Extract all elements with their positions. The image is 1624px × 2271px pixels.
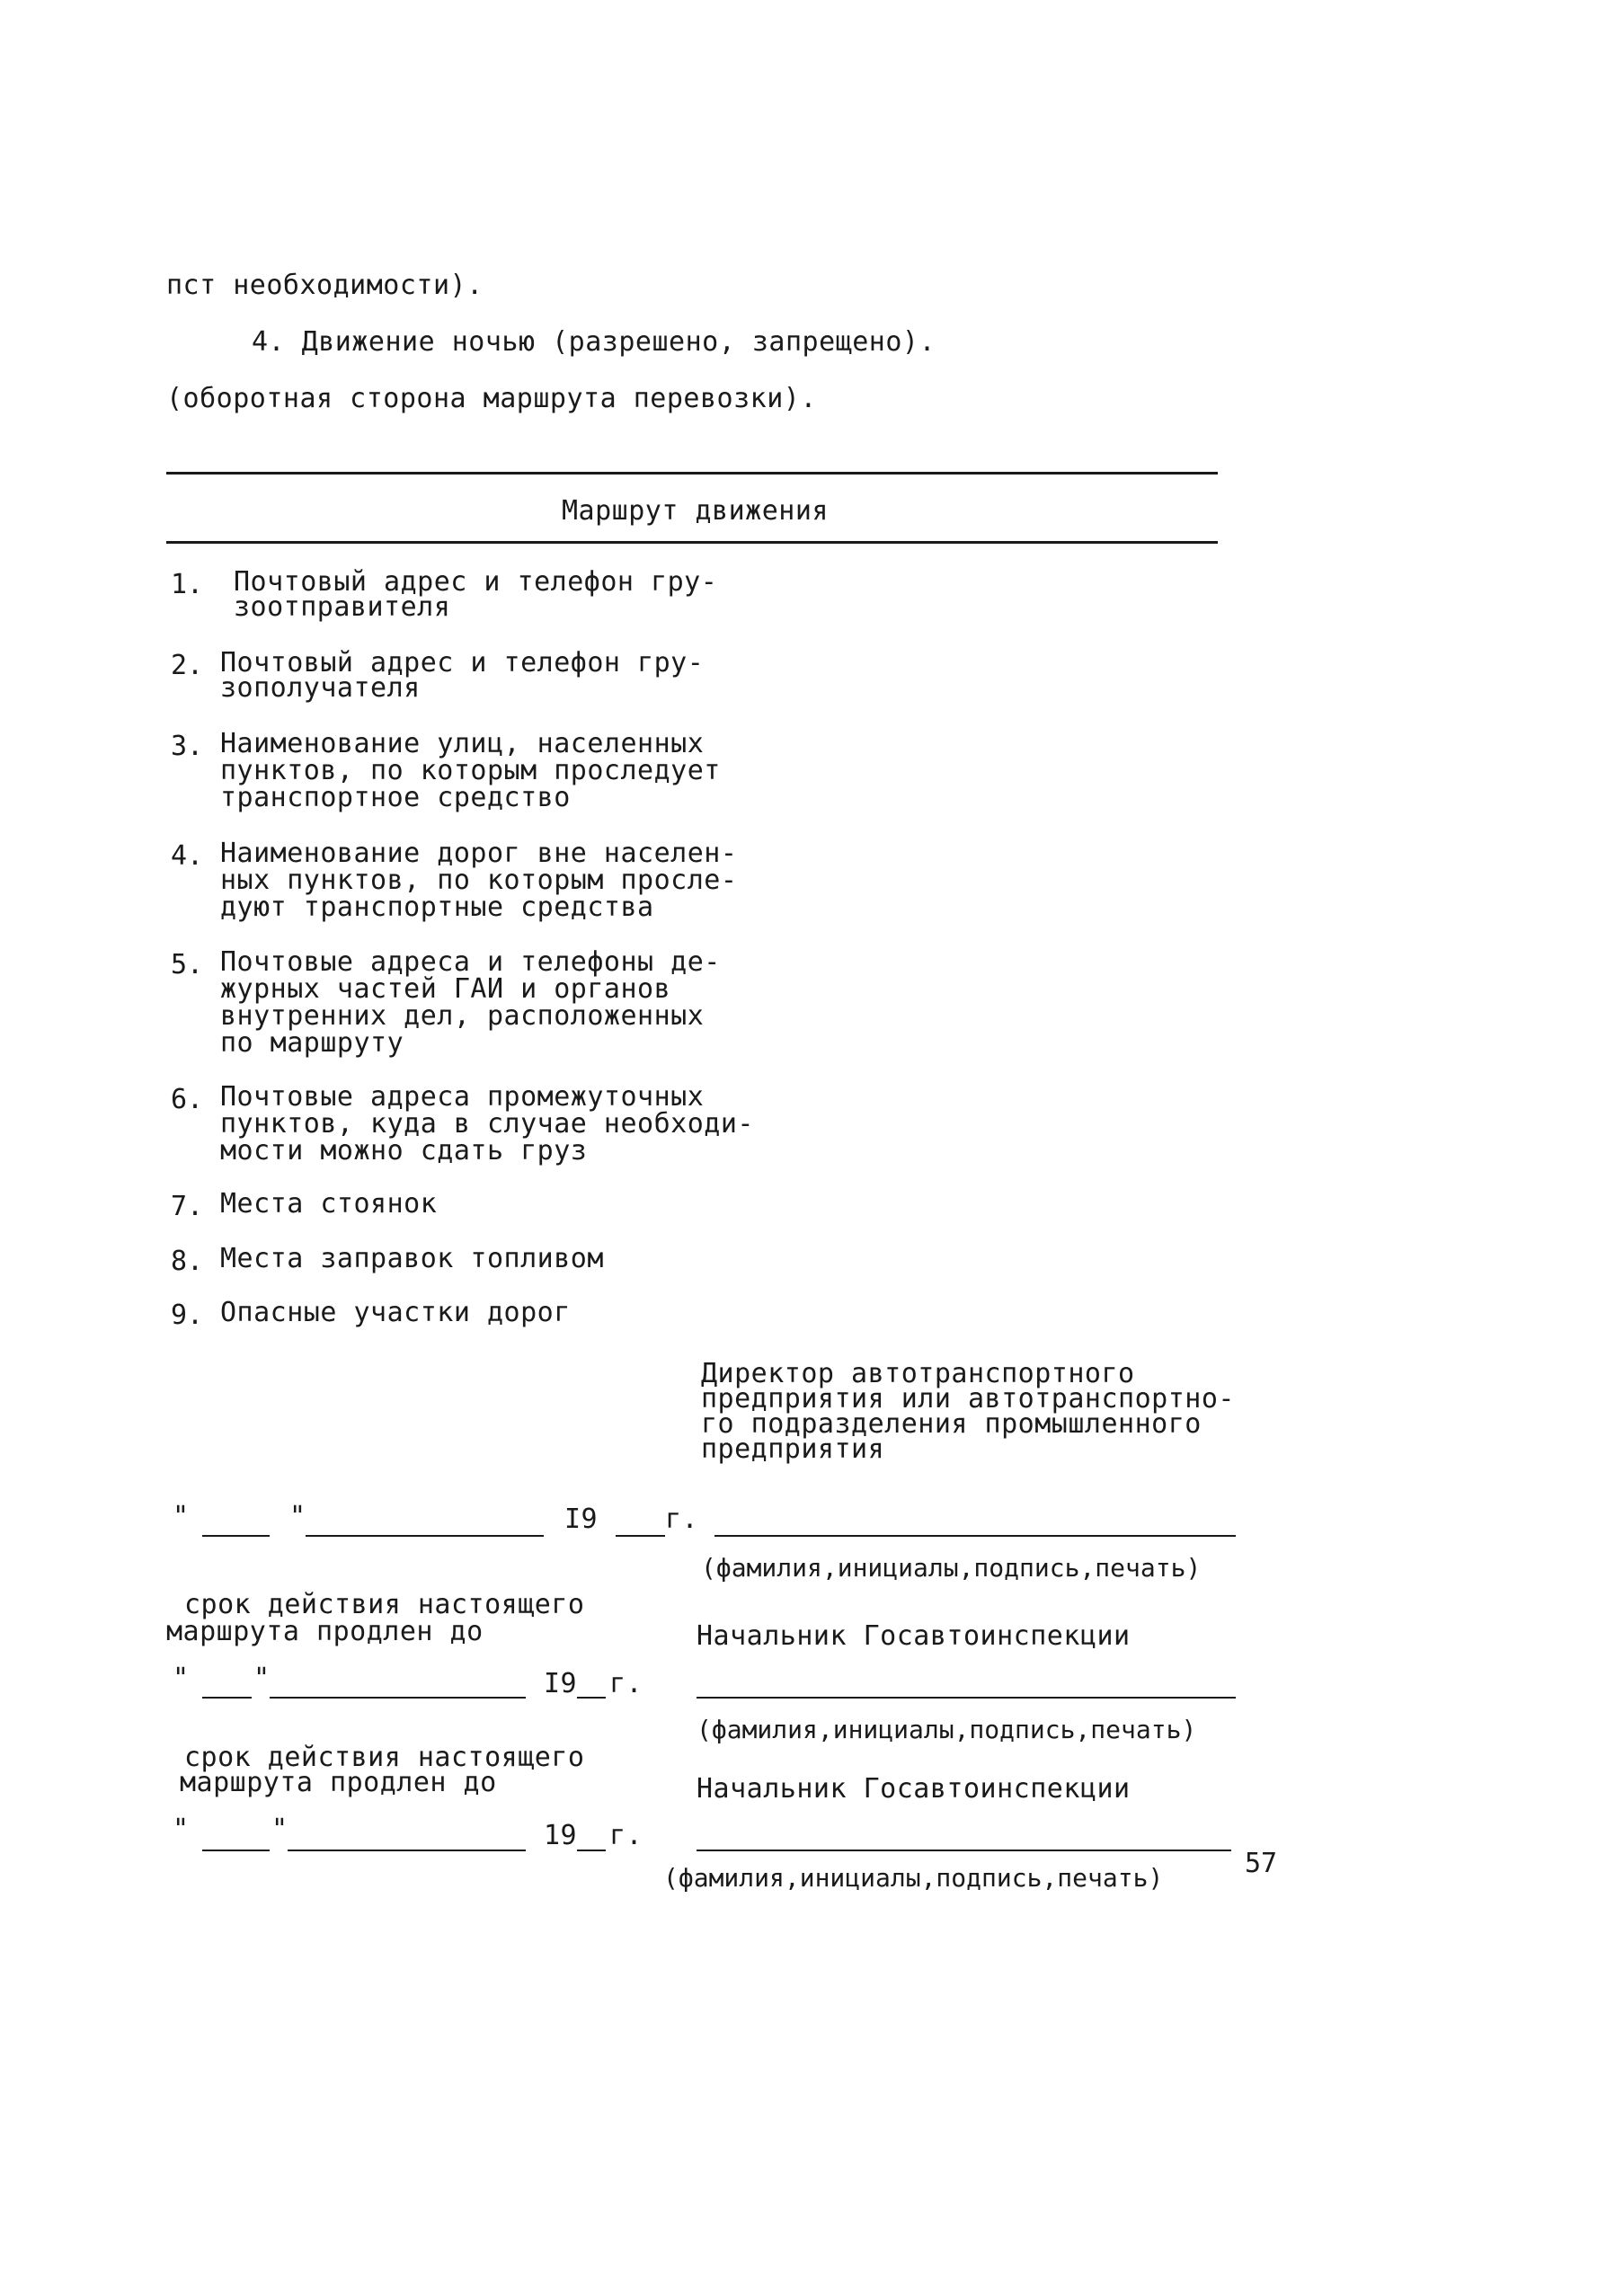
list-item-line: пунктов, по которым проследует xyxy=(220,755,721,786)
signature-blank xyxy=(697,1697,1236,1699)
table-header: Маршрут движения xyxy=(562,495,829,527)
list-item-number: 2. xyxy=(171,650,204,681)
director-title-line: Директор автотранспортного xyxy=(701,1358,1135,1389)
list-item-line: Наименование улиц, населенных xyxy=(220,728,705,759)
list-item-line: Места заправок топливом xyxy=(220,1243,604,1274)
list-item-line: Опасные участки дорог xyxy=(220,1297,571,1328)
list-item-number: 9. xyxy=(171,1300,204,1331)
day-blank xyxy=(202,1535,270,1537)
page-number: 57 xyxy=(1245,1848,1278,1879)
date-quote-close: " xyxy=(289,1501,306,1532)
day-blank xyxy=(202,1850,270,1851)
list-item-line: Места стоянок xyxy=(220,1188,438,1220)
table-top-rule xyxy=(166,472,1218,475)
intro-line-2: 4. Движение ночью (разрешено, запрещено). xyxy=(252,326,936,358)
year-prefix: 19 xyxy=(544,1820,578,1851)
date-quote-open: " xyxy=(173,1814,190,1845)
signature-blank xyxy=(714,1535,1236,1537)
year-suffix: г. xyxy=(609,1668,643,1699)
chief-title: Начальник Госавтоинспекции xyxy=(697,1773,1131,1805)
year-prefix: I9 xyxy=(544,1668,578,1699)
signature-blank xyxy=(697,1850,1231,1851)
list-item-number: 7. xyxy=(171,1191,204,1222)
list-item-line: Почтовые адреса и телефоны де- xyxy=(220,946,721,978)
intro-line-1: пст необходимости). xyxy=(166,270,484,301)
list-item-number: 3. xyxy=(171,731,204,762)
year-blank xyxy=(616,1535,665,1537)
list-item-line: дуют транспортные средства xyxy=(220,892,654,923)
list-item-number: 4. xyxy=(171,840,204,872)
extension-text-line: маршрута продлен до xyxy=(166,1616,484,1647)
day-blank xyxy=(202,1697,252,1699)
chief-title: Начальник Госавтоинспекции xyxy=(697,1620,1131,1652)
list-item-number: 1. xyxy=(171,569,204,600)
year-suffix: г. xyxy=(665,1504,699,1535)
list-item-line: мости можно сдать груз xyxy=(220,1135,588,1167)
list-item-line: Почтовый адрес и телефон гру- xyxy=(234,566,718,598)
list-item-line: ных пунктов, по которым просле- xyxy=(220,865,738,896)
list-item-line: зоотправителя xyxy=(234,591,451,623)
director-title-line: го подразделения промышленного xyxy=(701,1408,1202,1440)
list-item-line: Почтовые адреса промежуточных xyxy=(220,1081,705,1113)
list-item-line: пунктов, куда в случае необходи- xyxy=(220,1108,754,1140)
month-blank xyxy=(270,1697,526,1699)
date-quote-open: " xyxy=(173,1501,190,1532)
date-quote-open: " xyxy=(173,1663,190,1694)
year-prefix: I9 xyxy=(564,1504,599,1535)
list-item-number: 8. xyxy=(171,1246,204,1277)
date-quote-close: " xyxy=(271,1814,288,1845)
list-item-number: 5. xyxy=(171,949,204,980)
intro-line-3: (оборотная сторона маршрута перевозки). xyxy=(166,383,817,414)
extension-text-line: маршрута продлен до xyxy=(180,1767,497,1798)
year-blank xyxy=(577,1850,606,1851)
list-item-line: журных частей ГАИ и органов xyxy=(220,973,671,1005)
signature-caption: (фамилия,инициалы,подпись,печать) xyxy=(697,1715,1197,1744)
director-title-line: предприятия xyxy=(701,1433,885,1465)
year-blank xyxy=(577,1697,606,1699)
director-title-line: предприятия или автотранспортно- xyxy=(701,1383,1235,1415)
list-item-number: 6. xyxy=(171,1084,204,1115)
list-item-line: транспортное средство xyxy=(220,782,571,813)
extension-text-line: срок действия настоящего xyxy=(184,1589,585,1620)
year-suffix: г. xyxy=(609,1820,643,1851)
month-blank xyxy=(288,1850,526,1851)
list-item-line: зополучателя xyxy=(220,672,421,704)
table-header-rule xyxy=(166,541,1218,544)
list-item-line: Наименование дорог вне населен- xyxy=(220,838,738,869)
month-blank xyxy=(306,1535,544,1537)
signature-caption: (фамилия,инициалы,подпись,печать) xyxy=(701,1553,1202,1583)
list-item-line: внутренних дел, расположенных xyxy=(220,1000,705,1032)
list-item-line: Почтовый адрес и телефон гру- xyxy=(220,647,705,679)
extension-text-line: срок действия настоящего xyxy=(184,1742,585,1773)
date-quote-close: " xyxy=(253,1663,271,1694)
signature-caption: (фамилия,инициалы,подпись,печать) xyxy=(663,1863,1164,1893)
list-item-line: по маршруту xyxy=(220,1027,404,1059)
